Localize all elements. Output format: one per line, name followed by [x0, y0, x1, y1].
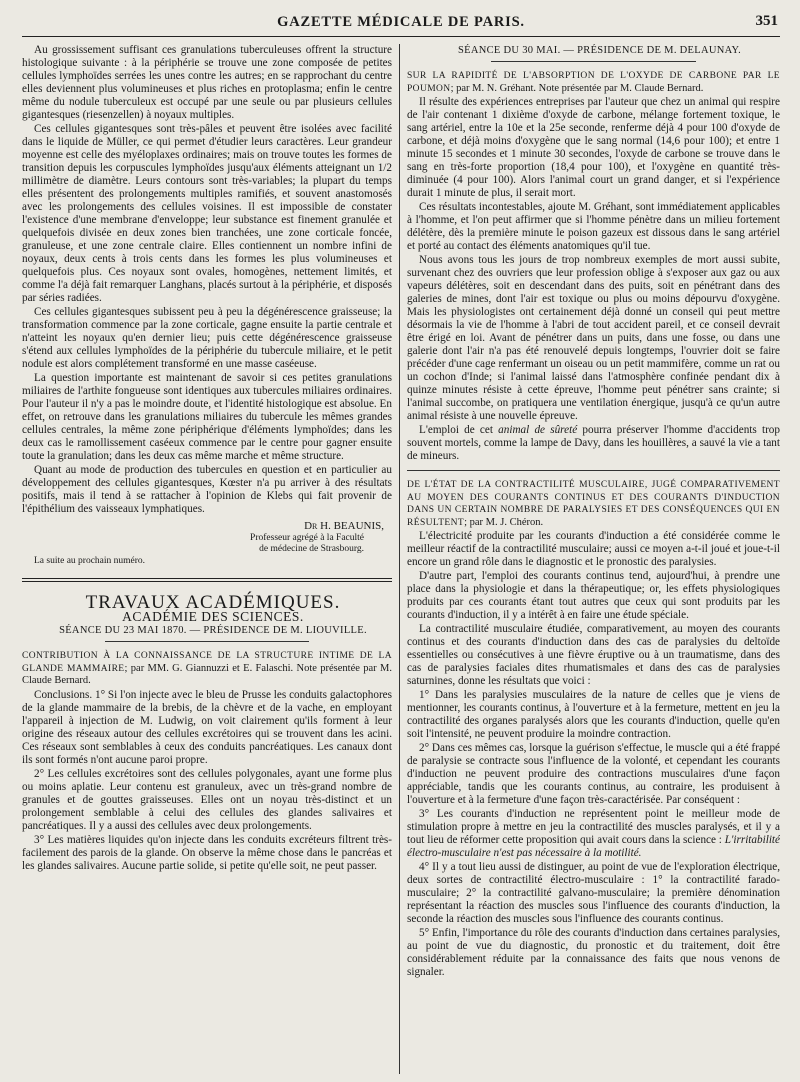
paragraph: D'autre part, l'emploi des courants continus tend, aujourd'hui, à prendre une place dans la physiologie et dans la thérapeutique; or, les effets physiologiques produits par ces courants étant tout autres que ceux qui sont produits par les courants d'induction, il y a intérêt à en faire une étude spéciale. — [407, 570, 780, 621]
paragraph: Ces cellules gigantesques subissent peu à peu la dégénérescence graisseuse; la transformation commence par la zone corticale, gagne ensuite la partie centrale et n'atteint les noyaux qu'en dernier lieu; puis cette dégénérescence graisseuse s'étend aux cellules lymphoïdes de la périphérie du tubercule miliaire, et le petit nodule est alors complétement transformé en une masse caséeuse. — [22, 306, 392, 370]
article-heading-lead: CONTRIBUTION À LA CONNAISSANCE DE LA STRUCTURE INTIME DE LA GLANDE MAMMAIRE — [22, 651, 392, 674]
paragraph: La question importante est maintenant de savoir si ces petites granulations miliaires de l'arthite fongueuse sont identiques aux tubercules miliaires ordinaires. Pour l'auteur il n'y a pas le moindre doute, et l'identité histologique est absolue. En effet, on retrouve dans les granulations miliaires du tubercule les mêmes grandes cellules centrales, la même zone périphérique d'éléments lymphoïdes; dans les deux cas le ramollissement caséeux commence par le centre pour gagner ensuite toute la granulation; dans les deux cas même marche et même structure. — [22, 372, 392, 462]
author-signature — [22, 520, 384, 555]
session-heading: SÉANCE DU 23 MAI 1870. — PRÉSIDENCE DE M. LIOUVILLE. — [59, 625, 367, 636]
italic-term: animal de sûreté — [498, 424, 578, 436]
article-heading-rest: ; par M. J. Chéron. — [464, 516, 544, 528]
session-heading: SÉANCE DU 30 MAI. — PRÉSIDENCE DE M. DELAUNAY. — [457, 45, 742, 56]
paragraph: Ces résultats incontestables, ajoute M. Gréhant, sont immédiatement applicables à l'homme, et l'on peut affirmer que si l'homme pénètre dans un milieu fortement délétère, dès la première minute le poison gazeux est dissous dans le sang artériel et porté au contact des éléments anatomiques qu'il tue. — [407, 201, 780, 252]
short-rule — [105, 641, 309, 642]
paragraph — [407, 424, 780, 463]
continued-note: La suite au prochain numéro. — [34, 556, 146, 566]
section-rule — [22, 578, 392, 582]
article-heading-lead: DE L'ÉTAT DE LA CONTRACTILITÉ MUSCULAIRE, JUGÉ COMPARATIVEMENT AU MOYEN DES COURANTS CONTINUS ET DES COURANTS D'INDUCTION DANS UN CERTAIN NOMBRE DE PARALYSIES ET DES CONSÉQUENCES QUI EN RÉSULTENT — [407, 480, 780, 528]
article-heading-rest: ; par MM. G. Giannuzzi et E. Falaschi. Note présentée par M. Claude Bernard. — [22, 662, 392, 686]
running-header — [22, 10, 780, 37]
paragraph: Nous avons tous les jours de trop nombreux exemples de mort aussi subite, survenant chez des ouvriers que leur profession oblige à s'exposer aux gaz ou aux vapeurs délétères, soit en descendant dans des puits, soit en pénétrant dans des galeries de mines, dont l'air est toxique ou plus ou moins dépourvu d'oxygène. Mais les physiologistes ont certainement déjà donné un conseil qui peut mettre désormais la vie de l'homme à l'abri de tout accident pareil, et ce conseil devrait être érigé en loi. Avant de pénétrer dans un puits, dans une fosse, ou dans une galerie dont l'air n'a pas été renouvelé depuis longtemps, l'ouvrier doit se faire précéder d'une cage renfermant un oiseau ou un petit mammifère, comme un rat ou un cochon d'Inde; si l'animal laissé dans l'atmosphère confinée pendant dix à quinze minutes résiste à cette épreuve, l'homme peut pénétrer sans crainte; si l'animal succombe, on pratiquera une ventilation énergique, jusqu'à ce qu'un autre animal résiste à une nouvelle épreuve. — [407, 254, 780, 422]
italic-quote: L'irritabilité électro-musculaire n'est pas nécessaire à la motilité. — [407, 834, 780, 859]
paragraph: L'électricité produite par les courants d'induction a été considérée comme le meilleur réactif de la contractilité musculaire; aussi ce moyen a-t-il joué et joue-t-il encore un grand rôle dans le diagnostic et le pronostic des paralysies. — [407, 530, 780, 568]
paragraph: 5° Enfin, l'importance du rôle des courants d'induction dans certaines paralysies, au point de vue du diagnostic, du pronostic et du traitement, doit être considérablement réduite par la connaissance des faits que nous venons de signaler. — [407, 927, 780, 978]
paragraph: 1° Dans les paralysies musculaires de la nature de celles que je viens de mentionner, les courants continus, à l'ouverture et à la fermeture, mettent en jeu la contractilité des organes paralysés alors que les courants d'induction, quelle qu'en soit l'intensité, ne peuvent produire la moindre contraction. — [407, 689, 780, 740]
author-name: Dr H. BEAUNIS, — [304, 520, 384, 532]
article-rule — [407, 470, 780, 471]
paragraph: Il résulte des expériences entreprises par l'auteur que chez un animal qui respire de l'air contenant 1 dixième d'oxyde de carbone, mélange fortement toxique, le sang artériel, entre la 10e et la 25e seconde, renferme déjà 4 pour 100 d'oxyde de carbone, et déjà moins d'oxygène que le sang normal (14,6 pour 100); et entre 1 minute 15 secondes et 1 minute 30 secondes, l'oxyde de carbone se trouve dans le sang en très-forte proportion (18,4 pour 100), et l'oxygène en quantité très-diminuée (4 pour 100). Alors l'animal court un grand danger, et si l'expérience durait 1 minute de plus, il serait mort. — [407, 96, 780, 199]
journal-title: GAZETTE MÉDICALE DE PARIS. — [277, 14, 525, 30]
short-rule — [491, 61, 696, 62]
paragraph: Ces cellules gigantesques sont très-pâles et peuvent être isolées avec facilité dans le liquide de Müller, ce qui permet d'étudier leurs caractères. Leur grandeur moyenne est celle des myéloplaxes ordinaires; mais on trouve toutes les formes de transition depuis les corpuscules lymphoïdes jusqu'aux éléments atteignant un 1/2 millimètre de diamètre. Leurs contours sont très-variables; la plupart du temps elles présentent des prolongements multiples ramifiés, et souvent anastomosés avec les prolongements des cellules voisines. Il est impossible de constater l'existence d'une membrane d'enveloppe; leur substance est finement granulée et quelquefois divisée en deux zones bien tranchées, une zone corticale foncée, granuleuse, et une zone centrale claire. Elles contiennent un nombre infini de noyaux, deux cents à trois cents dans les formes les plus volumineuses et quelquefois plus. Ces noyaux sont ovales, homogènes, nettement limités, et comme l'a déjà fait remarquer Langhans, placés surtout à la périphérie, et disposés par séries radiées. — [22, 123, 392, 304]
paragraph: 3° Les matières liquides qu'on injecte dans les conduits excréteurs filtrent très-facilement des parois de la glande. On observe la même chose dans le pancréas et les glandes salivaires. Aucune partie solide, si petite qu'elle soit, ne peut passer. — [22, 833, 392, 872]
column-divider — [399, 44, 400, 1074]
author-title-line2: de médecine de Strasbourg. — [259, 544, 364, 554]
article-heading — [407, 70, 780, 95]
paragraph: Conclusions. 1° Si l'on injecte avec le bleu de Prusse les conduits galactophores de la glande mammaire de la brebis, de la chèvre et de la vache, en employant l'appareil à injection de M. Ludwig, on voit clairement qu'ils forment à leur origine des réseaux autour des cellules excrétoires qui se trouvent dans les acini. Ces réseaux sont semblables à ceux des conduits pancréatiques. Les canaux dont ils sont formés n'ont aucune paroi propre. — [22, 688, 392, 766]
paragraph — [407, 808, 780, 860]
article-heading-lead: SUR LA RAPIDITÉ DE L'ABSORPTION DE L'OXYDE DE CARBONE PAR LE POUMON — [407, 71, 780, 94]
article-heading — [407, 479, 780, 529]
paragraph: Quant au mode de production des tubercules en question et en particulier au développement des cellules gigantesques, Kœster n'a pu arriver à des résultats positifs, mais il tend à se rattacher à l'opinion de Klebs qui fait provenir de l'épithélium des vaisseaux lymphatiques. — [22, 464, 392, 515]
section-title: TRAVAUX ACADÉMIQUES. — [85, 592, 341, 613]
paragraph: 4° Il y a tout lieu aussi de distinguer, au point de vue de l'exploration électrique, deux sortes de contractilité électro-musculaire : 1° la contractilité farado-musculaire; 2° la contractilité galvano-musculaire; la première dénomination représentant la réaction des muscles sous l'influence des courants d'induction, la seconde la réaction des muscles sous l'influence des courants continus. — [407, 861, 780, 925]
page-number: 351 — [755, 13, 778, 29]
paragraph: 2° Les cellules excrétoires sont des cellules polygonales, ayant une forme plus ou moins aplatie. Leur contenu est granuleux, avec un très-grand nombre de granules et de gouttes graisseuses. Elles ont un noyau très-distinct et un prolongement semblable à celui des cellules des glandes salivaires et pancréatiques. Il y a aussi des cellules avec deux prolongements. — [22, 767, 392, 832]
right-column — [407, 44, 780, 1074]
academy-heading: ACADÉMIE DES SCIENCES. — [122, 609, 304, 624]
left-column — [22, 44, 392, 1074]
author-title-line1: Professeur agrégé à la Faculté — [250, 533, 364, 543]
text-run: pourra préserver l'homme d'accidents trop souvent mortels, comme la lampe de Davy, dans les houillères, a sauvé la vie a tant de mineurs. — [407, 424, 780, 462]
paragraph: Au grossissement suffisant ces granulations tuberculeuses offrent la structure histologique suivante : à la périphérie se trouve une zone composée de petites cellules lymphoïdes serrées les unes contre les autres; en se rapprochant du centre elles deviennent plus volumineuses et plus riches en protoplasma; enfin le centre même du nodule tuberculeux est occupé par une seule ou par plusieurs cellules gigantesques (riesenzellen) à noyaux multiples. — [22, 44, 392, 121]
paragraph: La contractilité musculaire étudiée, comparativement, au moyen des courants continus et des courants d'induction dans des cas de paralysies du deltoïde essentielles ou consécutives à une fièvre éruptive ou à un traumatisme, dans des cas de paralysies faciales dites rhumatismales et dans des cas de paralysies saturnines, donne les résultats que voici : — [407, 623, 780, 687]
article-heading-rest: ; par M. N. Gréhant. Note présentée par M. Claude Bernard. — [450, 82, 704, 94]
article-heading — [22, 650, 392, 688]
text-run: 3° Les courants d'induction ne représentent point le meilleur mode de stimulation propre à mettre en jeu la contractilité des muscles paralysés, et il y a tout lieu de réformer cette proposition qui avait cours dans la science : — [407, 808, 780, 846]
text-run: L'emploi de cet — [419, 424, 499, 436]
paragraph: 2° Dans ces mêmes cas, lorsque la guérison s'effectue, le muscle qui a été frappé de paralysie se contracte sous l'influence de la volonté, et cependant les courants d'induction ne peuvent produire des contractions musculaires d'une façon appréciable, tandis que les courants continus, au contraire, les produisent à l'ouverture et à la fermeture d'une façon très-caractérisée. Par conséquent : — [407, 742, 780, 806]
